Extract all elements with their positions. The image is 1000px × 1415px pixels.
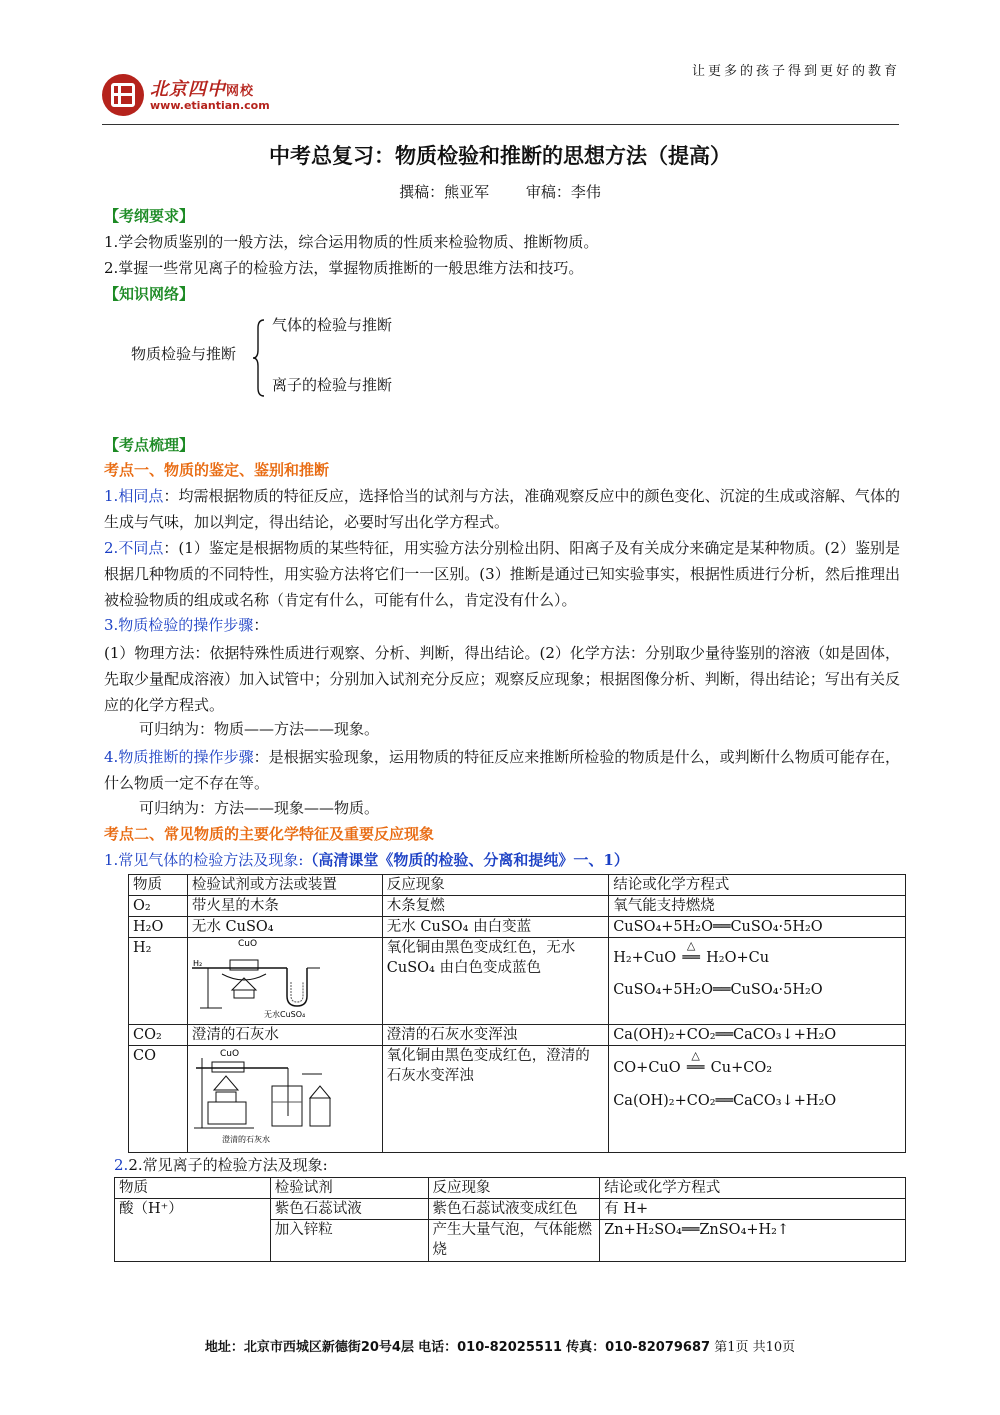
table-cell: Ca(OH)₂+CO₂══CaCO₃↓+H₂O — [609, 1025, 906, 1046]
logo-emblem-icon — [102, 74, 144, 116]
network-branch-gas: 气体的检验与推断 — [272, 316, 393, 334]
kd1-paragraph-3: (1）物理方法：依据特殊性质进行观察、分析、判断，得出结论。(2）化学方法：分别取少量待鉴别的溶液（如是固体，先取少量配成溶液）加入试管中；分别加入试剂充分反应；观察反应现象；根据图像分析、判断，得出结论；写出有关反应的化学方程式。 — [104, 644, 900, 714]
table-header: 结论或化学方程式 — [609, 875, 906, 896]
table-header-row — [129, 875, 906, 896]
kd2-subtitle-2-text: 2.常见离子的检验方法及现象: — [128, 1156, 328, 1174]
table-row-h2o — [129, 917, 906, 938]
table-cell: 木条复燃 — [382, 896, 608, 917]
table-cell: H₂ — [129, 938, 188, 1025]
kd2-subtitle-1: 1.常见气体的检验方法及现象:（高清课堂《物质的检验、分离和提纯》一、1） — [104, 851, 629, 869]
table-cell: 紫色石蕊试液 — [270, 1199, 428, 1220]
network-root: 物质检验与推断 — [131, 345, 237, 363]
table-header: 反应现象 — [382, 875, 608, 896]
logo — [102, 72, 302, 124]
table-header-row — [115, 1178, 906, 1199]
page-title: 中考总复习：物质检验和推断的思想方法（提高） — [269, 143, 731, 168]
kaogang-item-2: 2.掌握一些常见离子的检验方法，掌握物质推断的一般思维方法和技巧。 — [104, 259, 584, 277]
table-cell: 紫色石蕊试液变成红色 — [428, 1199, 600, 1220]
kd1-paragraph-4: 4.物质推断的操作步骤：是根据实验现象，运用物质的特征反应来推断所检验的物质是什么，或判断什么物质可能存在，什么物质一定不存在等。 — [104, 748, 900, 792]
co-equations-cell — [609, 1046, 906, 1153]
footer-page-number: 第1页 共10页 — [714, 1340, 796, 1355]
table-header: 物质 — [129, 875, 188, 896]
reviewer: 审稿：李伟 — [525, 183, 601, 201]
table-cell: 氧化铜由黑色变成红色，澄清的石灰水变浑浊 — [382, 1046, 608, 1153]
section-kaogang: 【考纲要求】 — [104, 207, 195, 225]
table-row-co2 — [129, 1025, 906, 1046]
svg-text:CuO: CuO — [219, 1049, 239, 1059]
h2-equation-1: H₂+CuO △ ══ H₂O+Cu — [613, 939, 770, 966]
kaogang-item-1: 1.学会物质鉴别的一般方法，综合运用物质的性质来检验物质、推断物质。 — [104, 233, 599, 251]
footer-phone: 电话：010-82025511 — [418, 1340, 563, 1355]
author: 撰稿：熊亚军 — [399, 183, 490, 201]
table-cell: Zn+H₂SO₄══ZnSO₄+H₂↑ — [600, 1220, 906, 1262]
svg-text:H₂: H₂ — [192, 959, 203, 968]
logo-name: 北京四中网校 — [150, 79, 255, 100]
table-cell: CO — [129, 1046, 188, 1153]
footer-fax: 传真：010-82079687 — [566, 1340, 711, 1355]
table-header: 反应现象 — [428, 1178, 600, 1199]
table-row-h2 — [129, 938, 906, 1025]
table-cell: 酸（H⁺） — [115, 1199, 271, 1262]
table-cell: H₂O — [129, 917, 188, 938]
kd1-summary-2: 可归纳为：方法——现象——物质。 — [139, 799, 380, 817]
table-header: 物质 — [115, 1178, 271, 1199]
kaodian-1-title: 考点一、物质的鉴定、鉴别和推断 — [104, 461, 330, 479]
kd1-paragraph-1: 1.相同点：均需根据物质的特征反应，选择恰当的试剂与方法，准确观察反应中的颜色变化、沉淀的生成或溶解、气体的生成与气味，加以判定，得出结论，必要时写出化学方程式。 — [104, 487, 901, 531]
page-footer — [0, 1336, 1000, 1355]
table-cell: 产生大量气泡，气体能燃烧 — [428, 1220, 600, 1262]
table-cell: 有 H+ — [600, 1199, 906, 1220]
h2-apparatus-icon — [192, 938, 342, 1018]
logo-url: www.etiantian.com — [150, 99, 270, 112]
table-cell: 氧气能支持燃烧 — [609, 896, 906, 917]
co-apparatus-cell — [187, 1046, 382, 1153]
table-cell: 无水 CuSO₄ 由白变蓝 — [382, 917, 608, 938]
co-equation-2: Ca(OH)₂+CO₂══CaCO₃↓+H₂O — [613, 1093, 837, 1109]
table-header: 结论或化学方程式 — [600, 1178, 906, 1199]
footer-address: 地址：北京市西城区新德街20号4层 — [204, 1340, 414, 1355]
svg-text:无水CuSO₄: 无水CuSO₄ — [263, 1010, 306, 1018]
table-cell: 氧化铜由黑色变成红色，无水 CuSO₄ 由白色变成蓝色 — [382, 938, 608, 1025]
table-header: 检验试剂 — [270, 1178, 428, 1199]
byline — [0, 181, 1000, 202]
kd1-paragraph-2: 2.不同点：(1）鉴定是根据物质的某些特征，用实验方法分别检出阴、阳离子及有关成分来确定是某种物质。(2）鉴别是根据几种物质的不同特性，用实验方法将它们一一区别。(3）推断是通过已知实验事实，根据性质进行分析，然后推理出被检验物质的组成或名称（肯定有什么，可能有什么，肯定没有什么）。 — [104, 539, 901, 609]
h2-equation-2: CuSO₄+5H₂O══CuSO₄·5H₂O — [613, 982, 823, 998]
table-cell: 澄清的石灰水 — [187, 1025, 382, 1046]
table-header: 检验试剂或方法或装置 — [187, 875, 382, 896]
co-equation-1: CO+CuO △ ══ Cu+CO₂ — [613, 1049, 773, 1076]
table-row — [115, 1199, 906, 1220]
brace-icon — [252, 318, 266, 398]
gas-test-table — [128, 874, 906, 1153]
co-apparatus-icon — [192, 1046, 342, 1146]
kd1-summary-1: 可归纳为：物质——方法——现象。 — [139, 720, 380, 738]
table-cell: 带火星的木条 — [187, 896, 382, 917]
section-kaodian: 【考点梳理】 — [104, 436, 195, 454]
ion-test-table — [114, 1177, 906, 1262]
kd2-subtitle-2: 2.2.常见离子的检验方法及现象: — [114, 1156, 328, 1174]
svg-text:CuO: CuO — [237, 939, 257, 949]
table-cell: 加入锌粒 — [270, 1220, 428, 1262]
table-cell: O₂ — [129, 896, 188, 917]
section-zhishi: 【知识网络】 — [104, 285, 195, 303]
header-slogan: 让更多的孩子得到更好的教育 — [691, 64, 900, 79]
table-row-o2 — [129, 896, 906, 917]
table-cell: CuSO₄+5H₂O══CuSO₄·5H₂O — [609, 917, 906, 938]
table-cell: 无水 CuSO₄ — [187, 917, 382, 938]
table-row-co — [129, 1046, 906, 1153]
svg-text:澄清的石灰水: 澄清的石灰水 — [221, 1135, 270, 1144]
h2-equations-cell — [609, 938, 906, 1025]
table-cell: CO₂ — [129, 1025, 188, 1046]
h2-apparatus-cell — [187, 938, 382, 1025]
header-rule — [102, 124, 899, 125]
kaodian-2-title: 考点二、常见物质的主要化学特征及重要反应现象 — [104, 825, 435, 843]
table-cell: 澄清的石灰水变浑浊 — [382, 1025, 608, 1046]
kd1-paragraph-3-label: 3.物质检验的操作步骤： — [104, 616, 269, 634]
network-branch-ion: 离子的检验与推断 — [272, 376, 393, 394]
